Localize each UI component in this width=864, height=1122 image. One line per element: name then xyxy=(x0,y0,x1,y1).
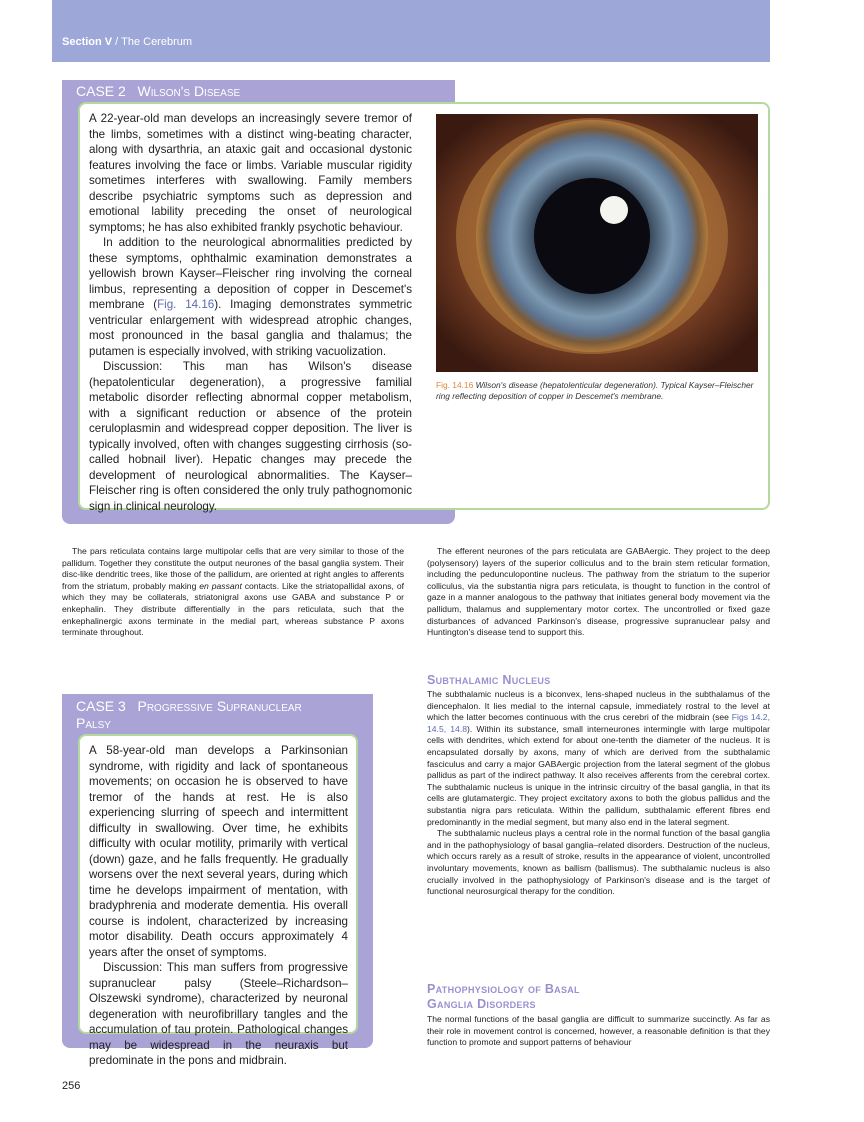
case3-para-2: Discussion: This man suffers from progressive supranuclear palsy (Steele–Richardson–Olszewski syndrome), characterized by neuronal degeneration with neurofibrillary tangles and the accumulation of tau protein. Pathological changes may be widespread in the neuraxis but predominate in the pons and midbrain. xyxy=(89,961,348,1067)
page-number: 256 xyxy=(62,1080,81,1092)
section-label: Section V xyxy=(62,36,113,48)
subthalamic-para-1a: The subthalamic nucleus is a biconvex, lens-shaped nucleus in the subthalamus of the diencephalon. It lies medial to the internal capsule, immediately rostral to the level at which the latter becomes continuous with the crus cerebri of the midbrain (see xyxy=(427,689,770,723)
patho-heading-line-2: Ganglia Disorders xyxy=(427,997,536,1011)
subthalamic-para-2: The subthalamic nucleus plays a central role in the normal function of the basal ganglia and in the pathophysiology of basal ganglia–related disorders. Destruction of the nucleus, which occurs rarely as a result of stroke, results in the appearance of violent, uncontrolled involuntary movements, known as ballism (ballismus). The subthalamic nucleus is also crucially involved in the pathophysiology of Parkinson's disease and is the target of functional neurosurgical therapy for the condition. xyxy=(427,828,770,897)
body-left-para xyxy=(62,546,404,639)
case3-title-1: Progressive Supranuclear xyxy=(137,698,302,714)
figure-caption-text: Wilson's disease (hepatolenticular degeneration). Typical Kayser–Fleischer ring reflecting deposition of copper in Descemet's membrane. xyxy=(436,380,754,401)
case2-para-2-rest: ). Imaging demonstrates symmetric ventricular enlargement with widespread atrophic changes, most pronounced in the basal ganglia and thalamus; the putamen is especially involved, with striking vacuolization. xyxy=(89,298,412,358)
case2-text xyxy=(89,111,412,514)
case3-text xyxy=(89,743,348,1069)
body-left-italic: en passant xyxy=(199,580,242,591)
eye-illustration xyxy=(436,114,758,372)
case2-para-3: Discussion: This man has Wilson's disease (hepatolenticular degeneration), a progressive familial metabolic disorder reflecting abnormal copper metabolism, with a significant reduction or absence of the protein ceruloplasmin and widespread copper deposition. The liver is typically involved, often with changes suggesting cirrhosis (so-called hobnail liver). Hepatic changes may precede the development of neurological abnormalities. The Kayser–Fleischer ring is often considered the only truly pathognomonic sign in clinical neurology. xyxy=(89,360,412,513)
case2-title-tab xyxy=(62,80,455,102)
subthalamic-text xyxy=(427,689,770,898)
case3-title-line-1 xyxy=(76,698,373,715)
patho-heading-line-1: Pathophysiology of Basal xyxy=(427,982,580,996)
running-header-text xyxy=(62,36,192,48)
running-header xyxy=(52,0,770,62)
case2-para-2 xyxy=(89,235,412,359)
subthalamic-heading: Subthalamic Nucleus xyxy=(427,673,551,687)
body-left-text-1: The pars reticulata contains large multipolar cells that are very similar to those of the pallidum. Together they constitute the output neurones of the basal ganglia system. Their disc-like dendritic trees, like those of the pallidum, are oriented at right angles to afferents from the striatum, probably making xyxy=(62,546,404,591)
patho-heading xyxy=(427,982,770,1012)
chapter-label: The Cerebrum xyxy=(121,36,193,48)
case2-number: CASE 2 xyxy=(76,83,126,99)
body-left-column xyxy=(62,546,404,639)
case2-para-2-text: In addition to the neurological abnormalities predicted by these symptoms, ophthalmic examination demonstrates a yellowish brown Kayser–Fleischer ring involving the corneal limbus, representing a deposition of copper in Descemet's membrane ( xyxy=(89,236,412,311)
case3-title-tab xyxy=(62,694,373,734)
fig-14-16-link[interactable]: Fig. 14.16 xyxy=(157,298,215,311)
eye-photo xyxy=(436,114,758,372)
body-right-intro-para: The efferent neurones of the pars reticulata are GABAergic. They project to the deep (polysensory) layers of the superior colliculus and to the brain stem reticular formation, including the pedunculopontine nucleus. The pathway from the striatum to the superior colliculus, via the substantia nigra pars reticulata, is thought to function in the control of gaze in a manner analogous to the pathway that initiates general body movement via the pallidum, thalamus and supplementary motor cortex. The uncontrolled or fixed gaze disturbances of advanced Parkinson's disease, progressive supranuclear palsy and Huntington's disease tend to support this. xyxy=(427,546,770,638)
subthalamic-para-1b: ). Within its substance, small interneurones intermingle with large multipolar cells with dendrites, which extend for about one-tenth the diameter of the nucleus. It is encapsulated dorsally by axons, many of which are derived from the subthalamic fasciculus and carry a major GABAergic projection from the lateral segment of the globus pallidus as part of the indirect pathway. It also receives afferents from the cerebral cortex. The subthalamic nucleus is unique in the intrinsic circuitry of the basal ganglia, in that its cells are glutamatergic. They project excitatory axons to both the globus pallidus and the substantia nigra pars reticulata. Within the pallidum, subthalamic efferent fibres end predominantly in the medial segment, but many also end in the lateral segment. xyxy=(427,723,770,827)
case3-para-1: A 58-year-old man develops a Parkinsonian syndrome, with rigidity and lack of spontaneous movements; on occasion he is observed to have tremor of the hands at rest. He is also experiencing slurring of speech and intermittent difficulty in swallowing. Over time, he exhibits difficulty with ocular motility, primarily with vertical (down) gaze, and he falls frequently. He gradually worsens over the next several years, during which time he develops impairment of mentation, with bradyphrenia and moderate dementia. His overall course is indolent, characterized by increasing motor disability. Death occurs approximately 4 years after the onset of symptoms. xyxy=(89,744,348,959)
subthalamic-para-1 xyxy=(427,689,770,828)
figs-link[interactable]: Figs 14.2, 14.5, 14.8 xyxy=(427,712,770,734)
case3-number: CASE 3 xyxy=(76,698,126,714)
body-left-text-2: contacts. Like the striatopallidal axons, of which they may be collaterals, striatonigral axons use GABA and substance P or enkephalin. They distribute differentially in the pars reticulata, such that the enkephalinergic axons terminate in the medial part, whereas substance P axons terminate throughout. xyxy=(62,580,404,638)
body-right-intro xyxy=(427,546,770,639)
patho-para-1: The normal functions of the basal ganglia are difficult to summarize succinctly. As far as their role in movement control is concerned, however, a reasonable definition is that they function to promote and support patterns of behaviour xyxy=(427,1014,770,1048)
figure-caption xyxy=(436,380,758,402)
case3-title-2: Palsy xyxy=(76,715,111,731)
patho-text xyxy=(427,1014,770,1049)
case2-title: Wilson's Disease xyxy=(137,83,241,99)
header-separator: / xyxy=(112,36,122,48)
figure-label: Fig. 14.16 xyxy=(436,380,474,390)
case2-para-1: A 22-year-old man develops an increasingly severe tremor of the limbs, sometimes with a distinct wing-beating character, along with dysarthria, an ataxic gait and occasional dystonic features involving the face or limbs. Variable muscular rigidity sometimes interferes with swallowing. Family members describe psychiatric symptoms such as depression and emotional lability preceding the onset of neurological symptoms; he has also exhibited frankly psychotic behaviour. xyxy=(89,112,412,234)
